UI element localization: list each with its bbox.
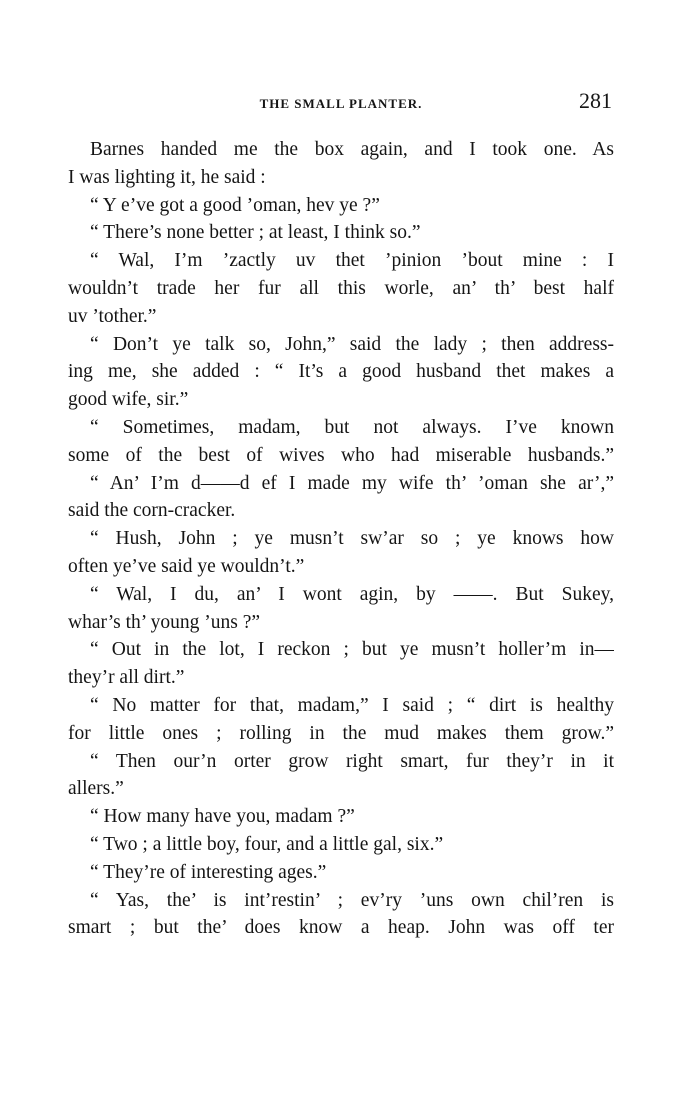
text-line: “ Wal, I’m ’zactly uv thet ’pinion ’bout mine : I [90,250,614,272]
running-head [70,88,612,118]
text-line: uv ’tother.” [68,305,157,327]
page-number: 281 [579,88,612,113]
body-text [68,136,614,942]
text-line: good wife, sir.” [68,389,189,411]
text-line: ing me, she added : “ It’s a good husband thet makes a [68,361,614,383]
text-line: “ There’s none better ; at least, I think so.” [90,222,421,244]
text-line: “ Out in the lot, I reckon ; but ye musn’t holler’m in— [90,639,614,661]
text-line: “ Yas, the’ is int’restin’ ; ev’ry ’uns own chil’ren is [90,889,614,911]
text-line: I was lighting it, he said : [68,166,266,188]
text-line: whar’s th’ young ’uns ?” [68,611,261,633]
text-line: for little ones ; rolling in the mud makes them grow.” [68,722,614,744]
text-line: said the corn-cracker. [68,500,236,522]
text-line: some of the best of wives who had miserable husbands.” [68,444,614,466]
text-line: “ How many have you, madam ?” [90,806,355,828]
text-line: “ Wal, I du, an’ I wont agin, by ——. But Sukey, [90,583,614,605]
text-line: “ Y e’ve got a good ’oman, hev ye ?” [90,194,380,216]
text-line: “ No matter for that, madam,” I said ; “ dirt is healthy [90,694,614,716]
text-line: “ Don’t ye talk so, John,” said the lady ; then address- [90,333,614,355]
text-line: smart ; but the’ does know a heap. John was off ter [68,917,614,939]
text-line: “ Then our’n orter grow right smart, fur they’r in it [90,750,614,772]
text-line: “ Two ; a little boy, four, and a little gal, six.” [90,833,444,855]
text-line: often ye’ve said ye wouldn’t.” [68,555,305,577]
running-title: THE SMALL PLANTER. [259,96,423,111]
text-line: Barnes handed me the box again, and I took one. As [90,139,614,160]
text-line: they’r all dirt.” [68,667,185,689]
text-line: wouldn’t trade her fur all this worle, an’ th’ best half [68,277,614,299]
text-line: “ Hush, John ; ye musn’t sw’ar so ; ye knows how [90,528,614,550]
text-line: “ An’ I’m d——d ef I made my wife th’ ’oman she ar’,” [90,472,614,494]
text-line: allers.” [68,778,124,800]
text-line: “ They’re of interesting ages.” [90,861,327,883]
text-line: “ Sometimes, madam, but not always. I’ve known [90,416,614,438]
